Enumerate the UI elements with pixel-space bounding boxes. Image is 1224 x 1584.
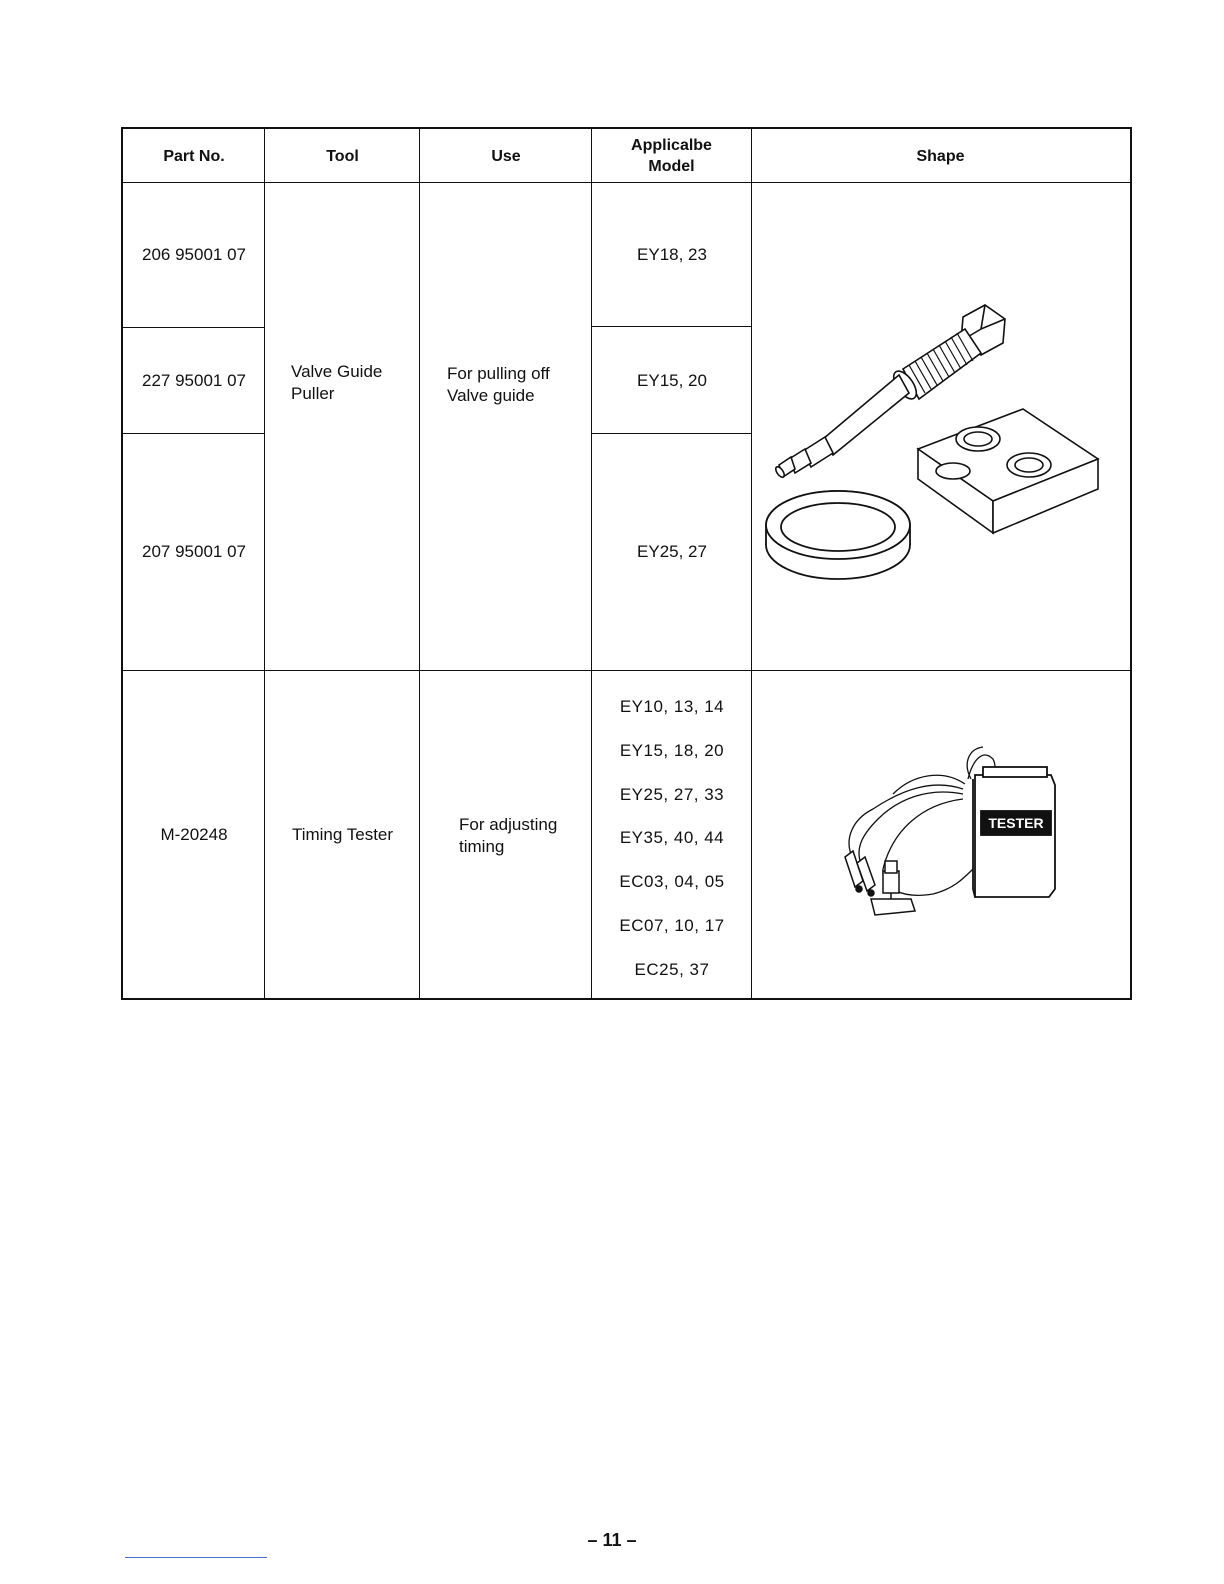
model-line: EC25, 37 bbox=[634, 959, 710, 979]
model-line: EY35, 40, 44 bbox=[619, 828, 725, 848]
model-ey18-23: EY18, 23 bbox=[637, 244, 707, 264]
part-no-206: 206 95001 07 bbox=[142, 245, 246, 264]
valve-guide-puller-illustration bbox=[763, 289, 1123, 599]
footer-rule bbox=[125, 1557, 267, 1558]
header-part-no: Part No. bbox=[163, 147, 225, 165]
header-use: Use bbox=[491, 147, 521, 165]
row-divider bbox=[592, 326, 752, 327]
header-shape: Shape bbox=[916, 147, 965, 165]
header-applicable-model: Applicalbe Model bbox=[631, 137, 712, 175]
use-adjusting-timing: For adjusting timing bbox=[459, 815, 558, 856]
model-line: EY15, 18, 20 bbox=[619, 740, 725, 760]
model-ey25-27: EY25, 27 bbox=[637, 542, 707, 561]
header-tool: Tool bbox=[326, 147, 359, 165]
special-tools-table bbox=[121, 127, 1132, 1000]
tool-valve-guide-puller: Valve Guide Puller bbox=[291, 362, 383, 403]
model-line: EC07, 10, 17 bbox=[619, 915, 725, 935]
model-line: EC03, 04, 05 bbox=[619, 872, 725, 892]
part-no-207: 207 95001 07 bbox=[142, 542, 246, 561]
tester-label: TESTER bbox=[988, 815, 1044, 831]
part-no-m-20248: M-20248 bbox=[160, 824, 228, 844]
model-ey15-20: EY15, 20 bbox=[637, 370, 707, 390]
tool-timing-tester: Timing Tester bbox=[291, 824, 394, 844]
timing-tester-models bbox=[592, 685, 752, 992]
page-number: – 11 – bbox=[587, 1530, 637, 1550]
timing-tester-illustration bbox=[823, 739, 1063, 919]
model-line: EY10, 13, 14 bbox=[619, 697, 725, 716]
model-line: EY25, 27, 33 bbox=[619, 784, 725, 804]
use-pulling-off-valve-guide: For pulling off Valve guide bbox=[447, 364, 550, 405]
part-no-227: 227 95001 07 bbox=[142, 370, 246, 390]
